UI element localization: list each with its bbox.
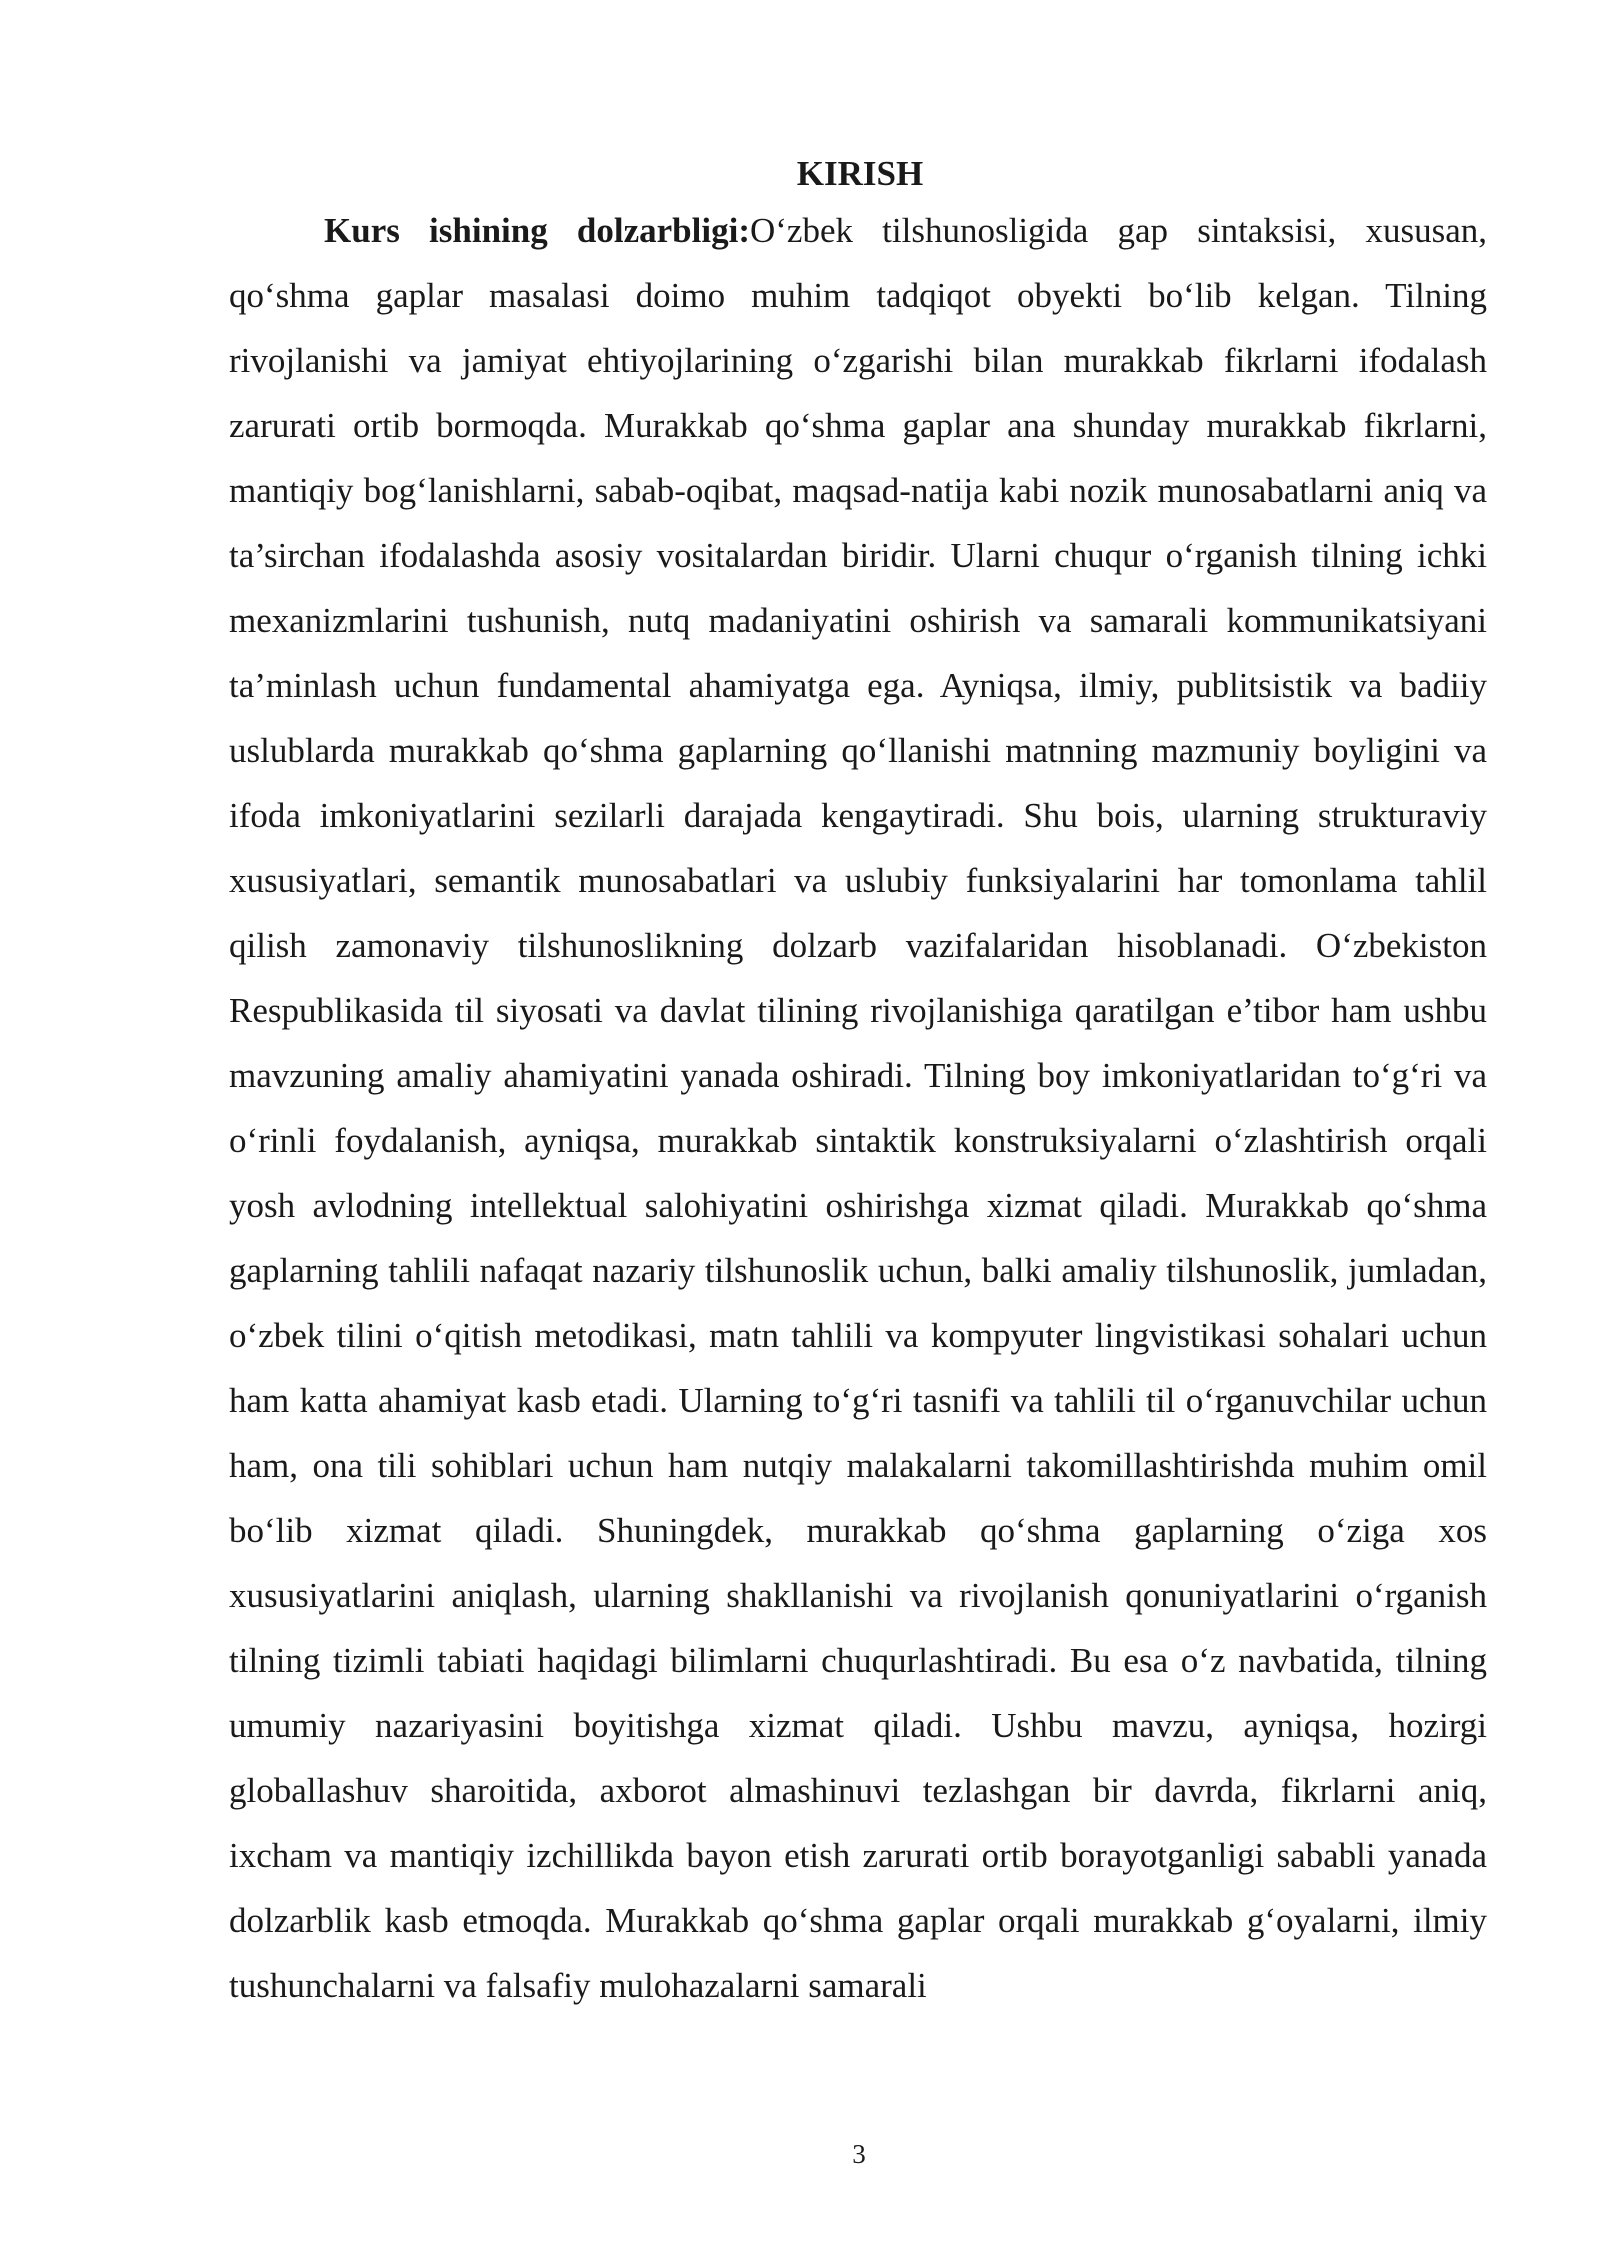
paragraph-lead: Kurs ishining dolzarbligi: (324, 211, 750, 250)
paragraph-body: O‘zbek tilshunosligida gap sintaksisi, xususan, qo‘shma gaplar masalasi doimo muhim tadqiqot obyekti bo‘lib kelgan. Tilning rivojlanishi va jamiyat ehtiyojlarining o‘zgarishi bilan murakkab fikrlarni ifodalash zarurati ortib bormoqda. Murakkab qo‘shma gaplar ana shunday murakkab fikrlarni, mantiqiy bog‘lanishlarni, sabab-oqibat, maqsad-natija kabi nozik munosabatlarni aniq va ta’sirchan ifodalashda asosiy vositalardan biridir. Ularni chuqur o‘rganish tilning ichki mexanizmlarini tushunish, nutq madaniyatini oshirish va samarali kommunikatsiyani ta’minlash uchun fundamental ahamiyatga ega. Ayniqsa, ilmiy, publitsistik va badiiy uslublarda murakkab qo‘shma gaplarning qo‘llanishi matnning mazmuniy boyligini va ifoda imkoniyatlarini sezilarli darajada kengaytiradi. Shu bois, ularning strukturaviy xususiyatlari, semantik munosabatlari va uslubiy funksiyalarini har tomonlama tahlil qilish zamonaviy tilshunoslikning dolzarb vazifalaridan hisoblanadi. O‘zbekiston Respublikasida til siyosati va davlat tilining rivojlanishiga qaratilgan e’tibor ham ushbu mavzuning amaliy ahamiyatini yanada oshiradi. Tilning boy imkoniyatlaridan to‘g‘ri va o‘rinli foydalanish, ayniqsa, murakkab sintaktik konstruksiyalarni o‘zlashtirish orqali yosh avlodning intellektual salohiyatini oshirishga xizmat qiladi. Murakkab qo‘shma gaplarning tahlili nafaqat nazariy tilshunoslik uchun, balki amaliy tilshunoslik, jumladan, o‘zbek tilini o‘qitish metodikasi, matn tahlili va kompyuter lingvistikasi sohalari uchun ham katta ahamiyat kasb etadi. Ularning to‘g‘ri tasnifi va tahlili til o‘rganuvchilar uchun ham, ona tili sohiblari uchun ham nutqiy malakalarni takomillashtirishda muhim omil bo‘lib xizmat qiladi. Shuningdek, murakkab qo‘shma gaplarning o‘ziga xos xususiyatlarini aniqlash, ularning shakllanishi va rivojlanish qonuniyatlarini o‘rganish tilning tizimli tabiati haqidagi bilimlarni chuqurlashtiradi. Bu esa o‘z navbatida, tilning umumiy nazariyasini boyitishga xizmat qiladi. Ushbu mavzu, ayniqsa, hozirgi globallashuv sharoitida, axborot almashinuvi tezlashgan bir davrda, fikrlarni aniq, ixcham va mantiqiy izchillikda bayon etish zarurati ortib borayotganligi sababli yanada dolzarblik kasb etmoqda. Murakkab qo‘shma gaplar orqali murakkab g‘oyalarni, ilmiy tushunchalarni va falsafiy mulohazalarni samarali (229, 211, 1487, 2005)
intro-paragraph (229, 198, 1487, 2018)
page-number: 3 (852, 2139, 866, 2169)
section-heading: KIRISH (796, 154, 924, 193)
